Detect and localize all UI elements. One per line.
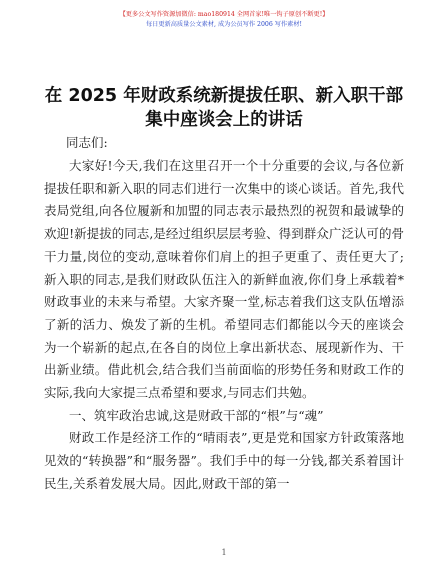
document-title: 在 2025 年财政系统新提拔任职、新入职干部集中座谈会上的讲话 xyxy=(44,86,404,130)
promo-banner xyxy=(0,10,448,29)
promo-banner-line-2: 每日更新高质量公文素材, 成为公员写作 2006 写作素材! xyxy=(145,21,303,28)
document-body xyxy=(44,155,404,496)
section-1-paragraph: 财政工作是经济工作的“晴雨表”,更是党和国家方针政策落地见效的“转换器”和“服务器”。我们手中的每一分钱,都关系着国计民生,关系着发展大局。因此,财政干部的第一 xyxy=(44,430,404,491)
opening-paragraph: 大家好!今天,我们在这里召开一个十分重要的会议,与各位新提拔任职和新入职的同志们进行一次集中的谈心谈话。首先,我代表局党组,向各位履新和加盟的同志表示最热烈的祝贺和最诚挚的欢迎!新提拔的同志,是经过组织层层考验、得到群众广泛认可的骨干力量,岗位的变动,意味着你们肩上的担子更重了、责任更大了;新入职的同志,是我们财政队伍注入的新鲜血液,你们身上承载着*财政事业的未来与希望。大家齐聚一堂,标志着我们这支队伍增添了新的活力、焕发了新的生机。希望同志们都能以今天的座谈会为一个崭新的起点,在各自的岗位上拿出新状态、展现新作为、干出新业绩。借此机会,结合我们当前面临的形势任务和财政工作的实际,我向大家提三点希望和要求,与同志们共勉。 xyxy=(44,158,404,401)
section-heading-1: 一、筑牢政治忠诚,这是财政干部的“根”与“魂” xyxy=(69,407,324,423)
salutation: 同志们: xyxy=(66,135,108,150)
promo-banner-line-1: 【更多公文写作资源加微信: mao180914 全网首家!唯一钩子原创不断更!】 xyxy=(119,11,329,18)
page-number: 1 xyxy=(221,548,227,557)
